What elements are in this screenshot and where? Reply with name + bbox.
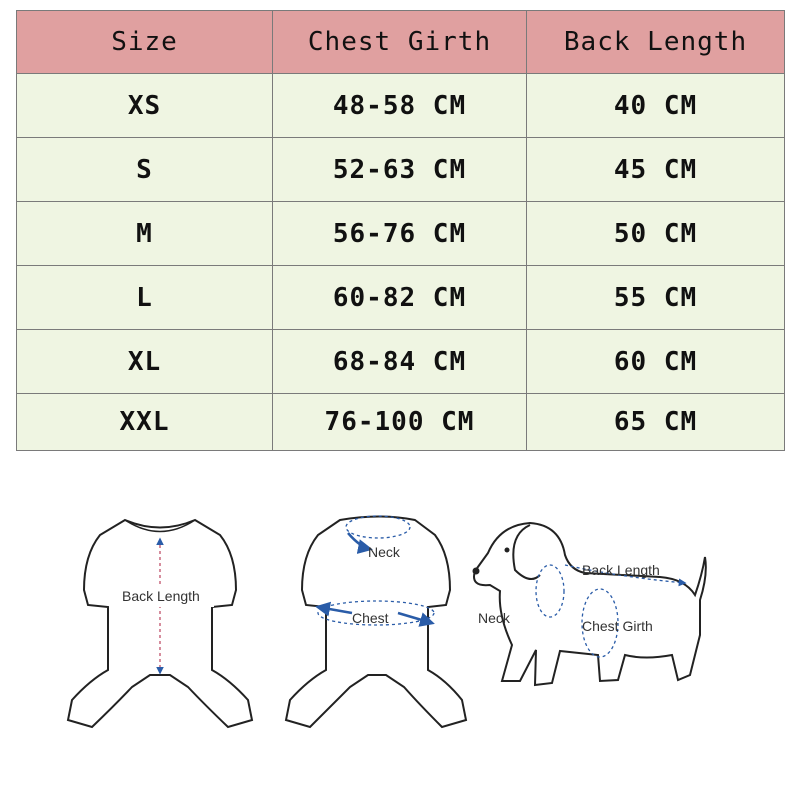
header-back-length: Back Length <box>527 11 785 74</box>
header-size: Size <box>17 11 273 74</box>
cell-size: XXL <box>17 394 273 451</box>
neck-label: Neck <box>368 544 400 560</box>
dog-back-length-label: Back Length <box>582 562 660 578</box>
cell-back-length: 40 CM <box>527 74 785 138</box>
cell-back-length: 45 CM <box>527 138 785 202</box>
measurement-illustration <box>0 495 800 735</box>
dog-illustration <box>473 523 706 685</box>
cell-size: M <box>17 202 273 266</box>
cell-size: L <box>17 266 273 330</box>
cell-chest-girth: 68-84 CM <box>273 330 527 394</box>
garment-back-length-label: Back Length <box>122 588 200 604</box>
table-row <box>17 202 785 266</box>
size-chart-table <box>16 10 785 451</box>
cell-size: S <box>17 138 273 202</box>
header-chest-girth: Chest Girth <box>273 11 527 74</box>
table-row <box>17 74 785 138</box>
chest-label: Chest <box>352 610 389 626</box>
cell-size: XS <box>17 74 273 138</box>
table-row <box>17 394 785 451</box>
dog-outline <box>474 523 706 685</box>
table-row <box>17 266 785 330</box>
cell-chest-girth: 76-100 CM <box>273 394 527 451</box>
cell-back-length: 60 CM <box>527 330 785 394</box>
garment-front-view <box>286 516 466 727</box>
cell-size: XL <box>17 330 273 394</box>
cell-back-length: 50 CM <box>527 202 785 266</box>
dog-chest-girth-label: Chest Girth <box>582 618 653 634</box>
table-row <box>17 138 785 202</box>
table-row <box>17 330 785 394</box>
cell-chest-girth: 52-63 CM <box>273 138 527 202</box>
cell-back-length: 65 CM <box>527 394 785 451</box>
table-header-row <box>17 11 785 74</box>
dog-neck-label: Neck <box>478 610 510 626</box>
cell-chest-girth: 56-76 CM <box>273 202 527 266</box>
garment-back-view <box>68 520 252 727</box>
cell-chest-girth: 60-82 CM <box>273 266 527 330</box>
cell-chest-girth: 48-58 CM <box>273 74 527 138</box>
cell-back-length: 55 CM <box>527 266 785 330</box>
